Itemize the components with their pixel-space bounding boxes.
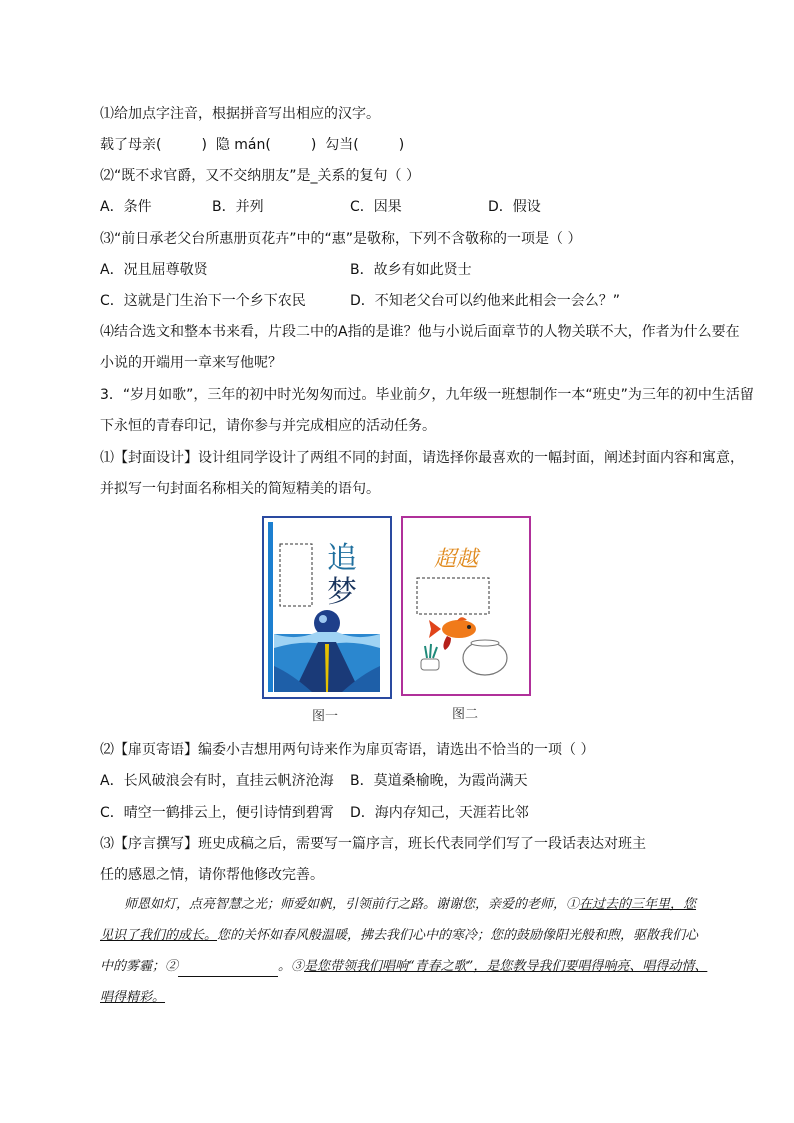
- passage-line3: 中的雾霾；② 。③是您带领我们唱响“青春之歌”，是您教导我们要唱得响亮、唱得动情、: [100, 957, 707, 977]
- q2-p2-option-b: B．并列: [212, 199, 264, 215]
- passage-line4: 唱得精彩。: [100, 990, 166, 1005]
- q2-p1-item2: 隐 mán(: [215, 137, 271, 153]
- q2-p1-item3: 勾当(: [325, 137, 359, 153]
- q2-p2-option-c: C．因果: [350, 199, 402, 215]
- q2-p4-line2: 小说的开端用一章来写他呢？: [100, 355, 282, 371]
- answer-blank[interactable]: [178, 962, 278, 977]
- q3-p2-option-a: A．长风破浪会有时，直挂云帆济沧海: [100, 773, 334, 789]
- q2-p1-items: 载了母亲( ) 隐 mán( ) 勾当( ): [100, 137, 405, 153]
- q3-intro-line1: 3．“岁月如歌”，三年的初中时光匆匆而过。毕业前夕，九年级一班想制作一本“班史”为三年的初中生活留: [100, 387, 754, 403]
- q2-p3-option-b: B．故乡有如此贤士: [350, 262, 472, 278]
- q3-p1-line1: ⑴【封面设计】设计组同学设计了两组不同的封面，请选择你最喜欢的一幅封面，阐述封面内容和寓意，: [100, 450, 744, 466]
- q3-p2-title: ⑵【扉页寄语】编委小吉想用两句诗来作为扉页寄语，请选出不恰当的一项（ ）: [100, 742, 595, 758]
- q3-p2-option-b: B．莫道桑榆晚，为霞尚满天: [350, 773, 528, 789]
- q2-p4-line1: ⑷结合选文和整本书来看，片段二中的A指的是谁？他与小说后面章节的人物关联不大，作者为什么要在: [100, 324, 740, 340]
- q2-p3-title: ⑶“前日承老父台所惠册页花卉”中的“惠”是敬称，下列不含敬称的一项是（ ）: [100, 231, 582, 247]
- fig1-title-b: 梦: [327, 575, 357, 610]
- q3-intro-line2: 下永恒的青春印记，请你参与并完成相应的活动任务。: [100, 418, 436, 434]
- cover-figure-1: [262, 516, 392, 699]
- q2-p3-option-c: C．这就是门生治下一个乡下农民: [100, 293, 306, 309]
- q3-p2-option-c: C．晴空一鹤排云上，便引诗情到碧霄: [100, 805, 334, 821]
- fig1-caption: 图一: [312, 709, 339, 724]
- q2-p1-title: ⑴给加点字注音，根据拼音写出相应的汉字。: [100, 106, 380, 122]
- fig2-caption: 图二: [452, 707, 479, 722]
- q2-p1-item1: 载了母亲(: [100, 137, 162, 153]
- q3-p1-line2: 并拟写一句封面名称相关的简短精美的语句。: [100, 481, 380, 497]
- q2-p2-option-d: D．假设: [488, 199, 541, 215]
- passage-line2: 见识了我们的成长。您的关怀如春风般温暖，拂去我们心中的寒冷；您的鼓励像阳光般和煦，驱散我们心: [100, 928, 699, 943]
- cover-figure-2: [401, 516, 531, 696]
- q2-p2-option-a: A．条件: [100, 199, 152, 215]
- fig2-title: 超越: [433, 547, 479, 572]
- q2-p2-title: ⑵“既不求官爵，又不交纳朋友”是_关系的复句（ ）: [100, 168, 420, 184]
- q3-p3-line1: ⑶【序言撰写】班史成稿之后，需要写一篇序言，班长代表同学们写了一段话表达对班主: [100, 836, 646, 852]
- q3-p3-line2: 任的感恩之情，请你帮他修改完善。: [100, 867, 324, 883]
- passage-line1: 师恩如灯，点亮智慧之光；师爱如帆，引领前行之路。谢谢您，亲爱的老师，①在过去的三年里，您: [124, 897, 697, 912]
- q3-p2-option-d: D．海内存知己，天涯若比邻: [350, 805, 529, 821]
- q2-p3-option-a: A．况且屈尊敬贤: [100, 262, 208, 278]
- q2-p3-option-d: D．不知老父台可以约他来此相会一会么？”: [350, 293, 621, 309]
- fig1-title-a: 追: [327, 541, 357, 576]
